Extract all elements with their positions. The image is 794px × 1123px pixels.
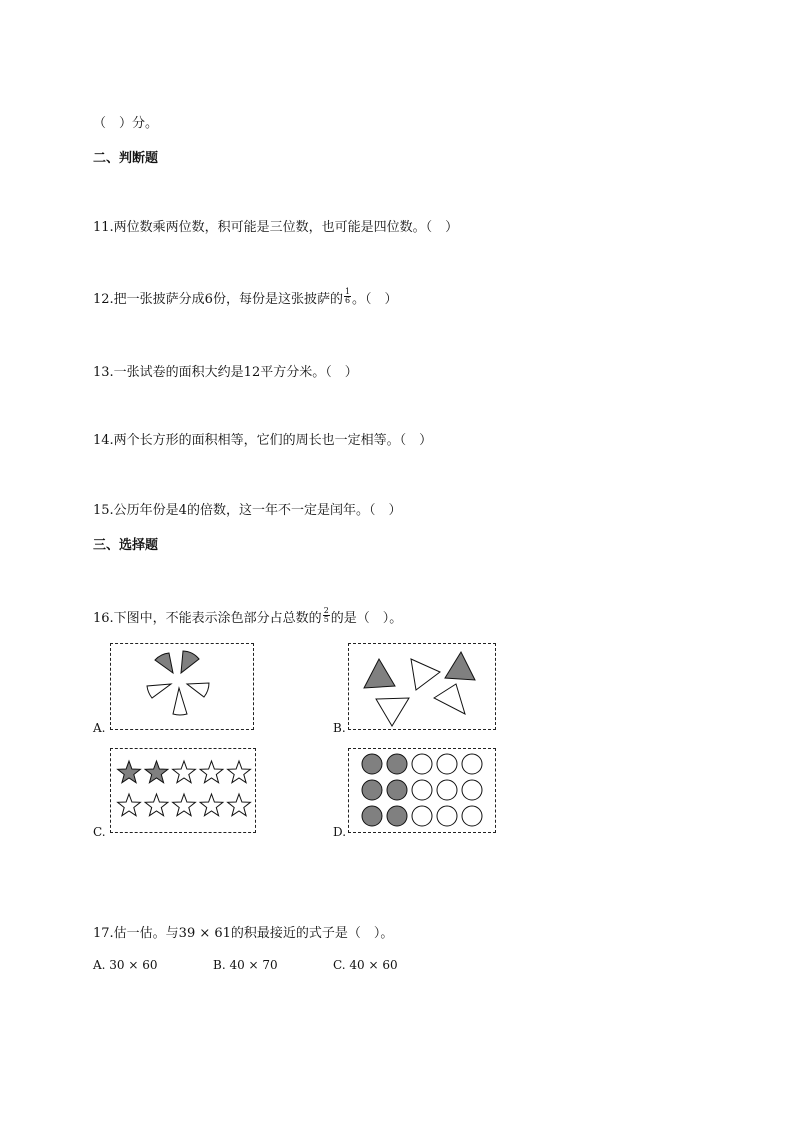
sector-shaded bbox=[181, 651, 199, 673]
star-empty bbox=[200, 761, 223, 783]
sector-empty bbox=[173, 688, 187, 715]
option-d-label: D. bbox=[333, 825, 347, 839]
triangle-empty bbox=[376, 698, 409, 726]
option-b-figure[interactable] bbox=[348, 643, 496, 730]
circle-empty bbox=[412, 780, 432, 800]
star-grid bbox=[111, 749, 257, 834]
circle-shaded bbox=[387, 780, 407, 800]
question-12-prefix: 12.把一张披萨分成6份，每份是这张披萨的 bbox=[93, 292, 343, 307]
sector-figure bbox=[111, 644, 255, 731]
star-shaded bbox=[118, 761, 141, 783]
circle-empty bbox=[437, 780, 457, 800]
fraction-numerator: 2 bbox=[323, 606, 329, 615]
circle-shaded bbox=[362, 806, 382, 826]
choice-c[interactable]: C. 40 × 60 bbox=[333, 958, 398, 972]
fraction-denominator: 5 bbox=[323, 615, 329, 624]
option-a-figure[interactable] bbox=[110, 643, 254, 730]
circle-empty bbox=[462, 754, 482, 774]
circle-empty bbox=[437, 806, 457, 826]
fraction-two-fifths bbox=[323, 607, 330, 624]
star-empty bbox=[118, 794, 141, 816]
triangle-empty bbox=[434, 684, 465, 714]
triangle-shaded bbox=[445, 652, 475, 680]
fraction-one-sixth bbox=[344, 288, 351, 305]
star-empty bbox=[145, 794, 168, 816]
option-c-label: C. bbox=[93, 825, 106, 839]
question-11: 11.两位数乘两位数，积可能是三位数，也可能是四位数。（ ） bbox=[93, 220, 459, 235]
circle-shaded bbox=[387, 806, 407, 826]
triangle-figure bbox=[349, 644, 497, 731]
question-12-suffix: 。（ ） bbox=[352, 292, 398, 307]
circle-shaded bbox=[387, 754, 407, 774]
question-17: 17.估一估。与39 × 61的积最接近的式子是（ ）。 bbox=[93, 926, 394, 941]
star-empty bbox=[173, 794, 196, 816]
option-b-label: B. bbox=[333, 721, 346, 735]
triangle-shaded bbox=[364, 659, 395, 688]
sector-empty bbox=[187, 683, 209, 697]
section-heading-judgement: 二、判断题 bbox=[93, 151, 159, 166]
circle-empty bbox=[412, 754, 432, 774]
circle-shaded bbox=[362, 780, 382, 800]
circle-empty bbox=[462, 780, 482, 800]
triangle-empty bbox=[411, 659, 440, 690]
question-13: 13.一张试卷的面积大约是12平方分米。（ ） bbox=[93, 365, 358, 380]
question-12 bbox=[93, 288, 398, 308]
star-empty bbox=[228, 761, 251, 783]
circle-grid bbox=[349, 749, 497, 834]
star-empty bbox=[200, 794, 223, 816]
star-shaded bbox=[145, 761, 168, 783]
question-14: 14.两个长方形的面积相等，它们的周长也一定相等。（ ） bbox=[93, 433, 433, 448]
question-16-prefix: 16.下图中，不能表示涂色部分占总数的 bbox=[93, 611, 322, 626]
circle-empty bbox=[437, 754, 457, 774]
option-a-label: A. bbox=[93, 721, 106, 735]
fraction-numerator: 1 bbox=[344, 287, 351, 296]
circle-shaded bbox=[362, 754, 382, 774]
question-16-suffix: 的是（ ）。 bbox=[330, 611, 403, 626]
question-16 bbox=[93, 607, 402, 627]
fraction-denominator: 6 bbox=[344, 296, 351, 305]
question-15: 15.公历年份是4的倍数，这一年不一定是闰年。（ ） bbox=[93, 503, 402, 518]
continuation-text: （ ）分。 bbox=[93, 116, 159, 131]
option-c-figure[interactable] bbox=[110, 748, 256, 833]
star-empty bbox=[228, 794, 251, 816]
option-d-figure[interactable] bbox=[348, 748, 496, 833]
circle-empty bbox=[462, 806, 482, 826]
sector-shaded bbox=[155, 653, 173, 673]
circle-empty bbox=[412, 806, 432, 826]
choice-b[interactable]: B. 40 × 70 bbox=[213, 958, 278, 972]
sector-empty bbox=[147, 684, 171, 698]
star-empty bbox=[173, 761, 196, 783]
choice-a[interactable]: A. 30 × 60 bbox=[93, 958, 158, 972]
section-heading-choice: 三、选择题 bbox=[93, 538, 159, 553]
